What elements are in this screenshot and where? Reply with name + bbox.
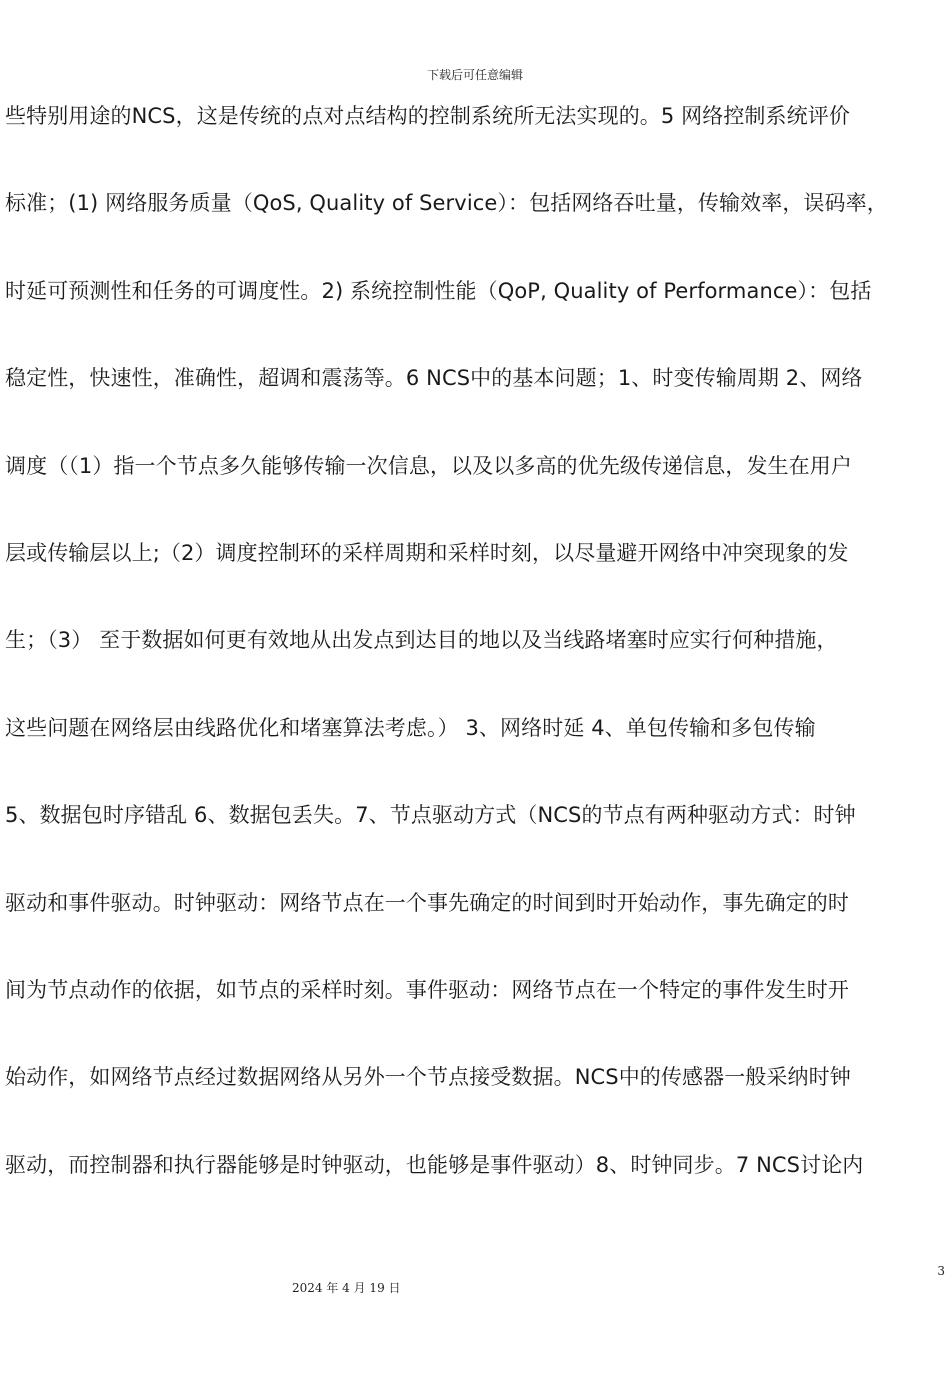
text-line-10: 驱动和事件驱动。时钟驱动：网络节点在一个事先确定的时间到时开始动作，事先确定的时	[5, 890, 849, 915]
footer-date: 2024 年 4 月 19 日	[292, 1281, 401, 1295]
text-line-1: 些特别用途的NCS，这是传统的点对点结构的控制系统所无法实现的。5 网络控制系统评价	[5, 104, 850, 128]
text-line-12: 始动作，如网络节点经过数据网络从另外一个节点接受数据。NCS中的传感器一般采纳时钟	[5, 1065, 851, 1090]
text-line-6: 层或传输层以上;（2）调度控制环的采样周期和采样时刻，以尽量避开网络中冲突现象的发	[5, 540, 849, 565]
text-line-5: 调度（（1）指一个节点多久能够传输一次信息，以及以多高的优先级传递信息，发生在用户	[5, 453, 852, 478]
text-line-9: 5、数据包时序错乱 6、数据包丢失。7、节点驱动方式（NCS的节点有两种驱动方式：时钟	[5, 803, 856, 828]
page-number: 3	[937, 1264, 945, 1278]
text-line-4: 稳定性，快速性，准确性，超调和震荡等。6 NCS中的基本问题；1、时变传输周期 2、网络	[5, 366, 863, 391]
text-line-3: 时延可预测性和任务的可调度性。2) 系统控制性能（QoP, Quality of Performance）：包括	[5, 278, 872, 303]
text-line-8: 这些问题在网络层由线路优化和堵塞算法考虑。） 3、网络时延 4、单包传输和多包传输	[5, 715, 816, 740]
text-line-7: 生；（3） 至于数据如何更有效地从出发点到达目的地以及当线路堵塞时应实行何种措施，	[5, 628, 838, 653]
document-body	[5, 94, 945, 1230]
text-line-13: 驱动，而控制器和执行器能够是时钟驱动，也能够是事件驱动）8、时钟同步。7 NCS讨论内	[5, 1152, 864, 1177]
page-header: 下载后可任意编辑	[426, 68, 523, 82]
text-line-2: 标准；(1) 网络服务质量（QoS, Quality of Service）：包括网络吞吐量，传输效率，误码率，	[5, 191, 888, 216]
text-line-11: 间为节点动作的依据，如节点的采样时刻。事件驱动：网络节点在一个特定的事件发生时开	[5, 977, 849, 1002]
